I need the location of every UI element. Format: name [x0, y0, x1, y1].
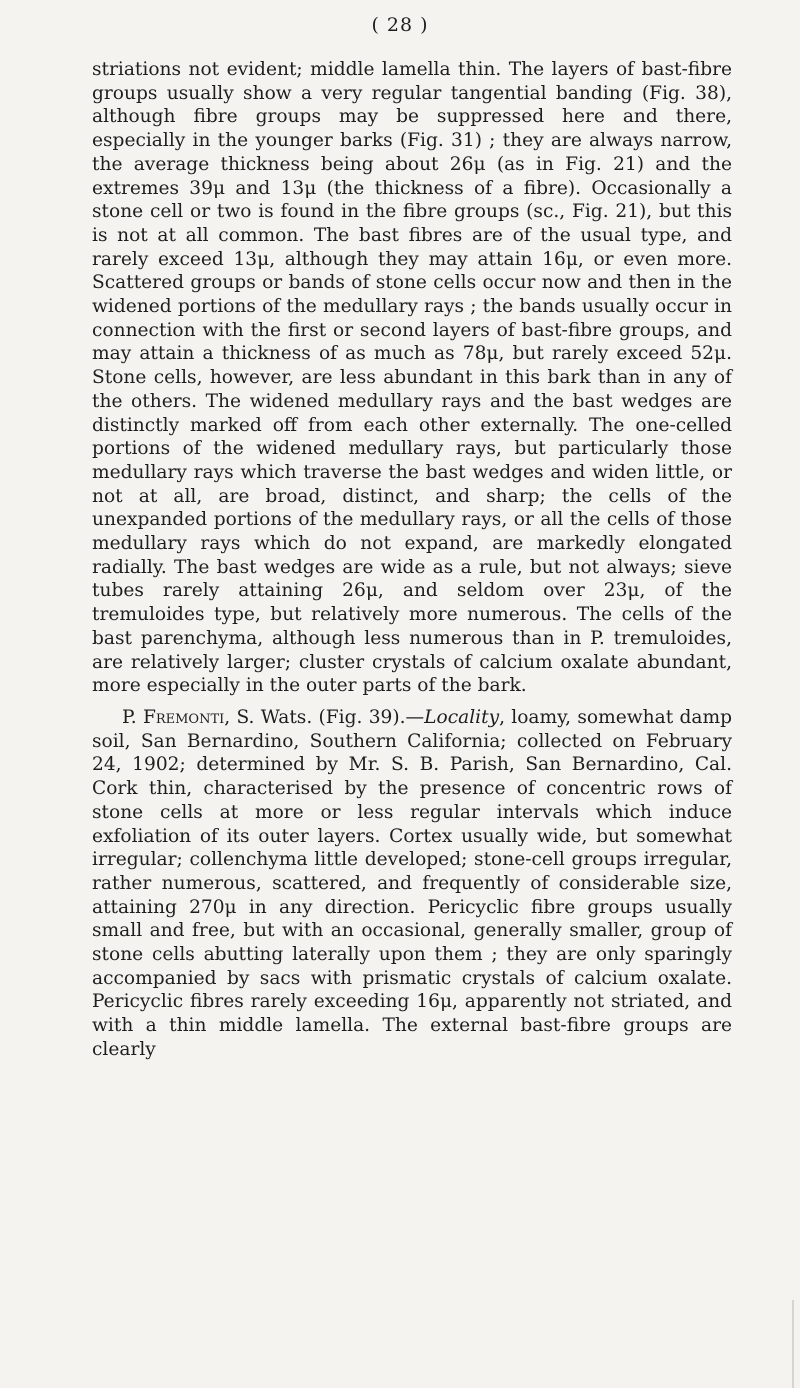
locality-label: Locality [424, 706, 500, 728]
page-number: ( 28 ) [371, 14, 429, 36]
paragraph-2-body: , loamy, somewhat damp soil, San Bernardino, Southern California; collected on February 24, 1902; determined by Mr. S. B. Parish, San Bernardino, Cal. Cork thin, characterised by the presence of concentric rows of stone cells at more or less regular intervals which induce exfoliation of its outer layers. Cortex usually wide, but somewhat irregular; collenchyma little developed; stone-cell groups irregular, rather numerous, scattered, and frequently of considerable size, attaining 270μ in any direction. Pericyclic fibre groups usually small and free, but with an occasional, generally smaller, group of stone cells abutting laterally upon them ; they are only sparingly accompanied by sacs with prismatic crystals of calcium oxalate. Pericyclic fibres rarely exceeding 16μ, apparently not striated, and with a thin middle lamella. The external bast-fibre groups are clearly [92, 706, 732, 1060]
species-authority: , S. Wats. (Fig. 39).— [224, 706, 425, 728]
paragraph-1: striations not evident; middle lamella thin. The layers of bast-fibre groups usually show a very regular tangential banding (Fig. 38), although fibre groups may be suppressed here and there, especially in the younger barks (Fig. 31) ; they are always narrow, the average thickness being about 26μ (as in Fig. 21) and the extremes 39μ and 13μ (the thickness of a fibre). Occasionally a stone cell or two is found in the fibre groups (sc., Fig. 21), but this is not at all common. The bast fibres are of the usual type, and rarely exceed 13μ, although they may attain 16μ, or even more. Scattered groups or bands of stone cells occur now and then in the widened portions of the medullary rays ; the bands usually occur in connection with the first or second layers of bast-fibre groups, and may attain a thickness of as much as 78μ, but rarely exceed 52μ. Stone cells, however, are less abundant in this bark than in any of the others. The widened medullary rays and the bast wedges are distinctly marked off from each other externally. The one-celled portions of the widened medullary rays, but particularly those medullary rays which traverse the bast wedges and widen little, or not at all, are broad, distinct, and sharp; the cells of the unexpanded portions of the medullary rays, or all the cells of those medullary rays which do not expand, are markedly elongated radially. The bast wedges are wide as a rule, but not always; sieve tubes rarely attaining 26μ, and seldom over 23μ, of the tremuloides type, but relatively more numerous. The cells of the bast parenchyma, although less numerous than in P. tremuloides, are relatively larger; cluster crystals of calcium oxalate abundant, more especially in the outer parts of the bark. [92, 59, 732, 697]
page-edge-shadow [792, 1300, 794, 1388]
species-name: Fremonti [142, 706, 225, 728]
paragraph-2 [92, 706, 732, 1062]
body-text [92, 58, 732, 1062]
species-prefix: P. [122, 706, 143, 728]
